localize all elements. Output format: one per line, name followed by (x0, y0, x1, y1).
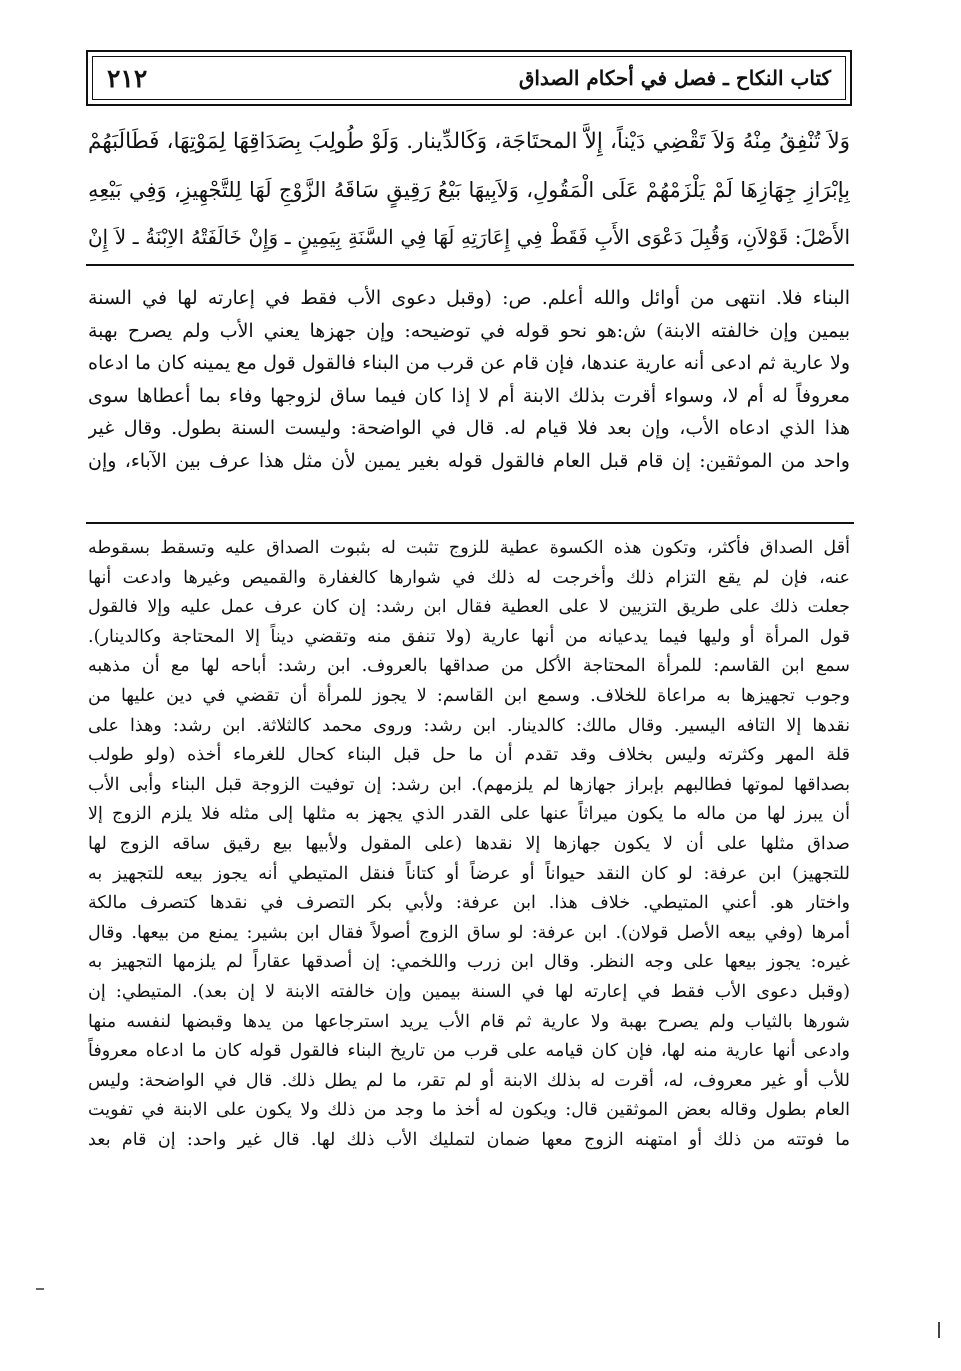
hashiya-line: للتجهيز) ابن عرفة: لو كان النقد حيواناً أو عرضاً أو كتاناً فنقل المتيطي أنه يجوز بيعه للتجهيز به (88, 863, 850, 884)
scan-mark (938, 1322, 940, 1338)
hashiya-line: بصداقها لموتها فطالبهم بإبراز جهازها لم يلزمهم). ابن رشد: إن توفيت الزوجة قبل البناء وأبى الأب (88, 774, 850, 795)
hashiya-line: ما فوتته من ذلك أو امتهنه الزوج معها ضمان لتمليك الأب ذلك لها. قال غير واحد: إن قام بعد (88, 1129, 850, 1150)
hashiya-line: وادعى أنها عارية منه لها، فإن كان قيامه على قرب من تاريخ البناء فالقول قوله كان ما ادعاه معروفاً (88, 1041, 850, 1062)
scan-mark (36, 1288, 44, 1290)
hashiya-text (88, 534, 850, 1155)
matn-line: وَلاَ تُنْفِقُ مِنْهُ وَلاَ تَقْضِي دَيْناً، إِلاَّ المحتَاجَة، وَكَالدِّينار. وَلَوْ طُولِبَ بِصَدَاقِهَا لِمَوْتِهَا، فَطَالَبَهُمْ (88, 129, 850, 154)
hashiya-line: جعلت ذلك على طريق التزيين لا على العطية فقال ابن رشد: إن كان عرف عمل عليه وإلا فالقول (88, 597, 850, 618)
hashiya-line: أمرها (وفي بيعه الأصل قولان). ابن عرفة: لو ساق الزوج أصولاً فقال ابن بشير: يمنع من بيعها. وقال (88, 922, 850, 943)
sharh-line: ولا عارية ثم ادعى أنه عارية عندها، فإن قام عن قرب من البناء فالقول قول مع يمينه كان ما ادعاه (88, 352, 850, 374)
hashiya-line: صداق مثلها على أن لا يكون جهازها إلا نقدها (على المقول ولأبيها بيع رقيق ساقه الزوج لها (88, 833, 850, 854)
hashiya-line: قلة المهر وكثرته وليس بخلاف وقد تقدم أن ما حل قبل البناء كحال للغرماء أخذه (ولو طولب (88, 745, 850, 766)
running-title: كتاب النكاح ـ فصل في أحكام الصداق (518, 66, 831, 90)
hashiya-line: واختار هو. أعني المتيطي. خلاف هذا. ابن عرفة: ولأبي بكر التصرف في نقدها كتصرف مالكة (88, 893, 850, 914)
hashiya-line: عنه، فإن لم يقع التزام ذلك وأخرجت له ذلك في شوارها كالغفارة والقميص وغيرها وادعت أنها (88, 567, 850, 588)
hashiya-line: سمع ابن القاسم: للمرأة المحتاجة الأكل من صداقها بالعروف. ابن رشد: أباحه لها مع أن مذهبه (88, 656, 850, 677)
page-number: ٢١٢ (107, 63, 148, 93)
matn-line: الأَصْلَ: قَوْلاَنِ، وَقُبِلَ دَعْوَى الأَبِ فَقَطْ فِي إِعَارَتِهِ لَهَا فِي السَّنَةِ بِيَمِينٍ ـ وَإِنْ خَالَفَتْهُ الاِبْنَةُ ـ لاَ إِنْ (88, 226, 850, 249)
sharh-line: معروفاً له أم لا، وسواء أقرت بذلك الابنة أم لا إذا كان فيما ساق لزوجها وفاء بما أعطاها سوى (88, 384, 850, 407)
hashiya-line: أقل الصداق فأكثر، وتكون هذه الكسوة عطية للزوج تثبت له بثبوت الصداق عليه وتسقط بسقوطه (88, 538, 850, 558)
hashiya-line: نقدها إلا التافه اليسير. وقال مالك: كالدينار. ابن رشد: وروى محمد كالثلاثة. ابن رشد: وهذا على (88, 715, 850, 736)
page-header (86, 50, 852, 106)
hashiya-line: غيره: يجوز بيعها على وجه النظر. وقال ابن زرب واللخمي: إن أصدقها عقاراً لم يلزمها التجهيز به (88, 952, 850, 973)
sharh-line: واحد من الموثقين: إن قام قبل العام فالقول قوله بغير يمين لأن مثل هذا عرف بين الآباء، وإن (88, 449, 850, 472)
sharh-text (88, 282, 850, 477)
hashiya-line: أن يبرز لها من ماله ما يكون ميراثاً عنها على القدر الذي يجهز به مثلها إلى مثله فلا يلزم الزوج إلا (88, 804, 850, 825)
header-frame (92, 56, 846, 100)
hashiya-line: (وقبل دعوى الأب فقط في إعارته لها في السنة بيمين وإن خالفته الابنة لا إن بعد). المتيطي: إن (88, 981, 850, 1002)
divider-matn (86, 264, 854, 266)
matn-text (88, 118, 850, 262)
sharh-line: البناء فلا. انتهى من أوائل والله أعلم. ص: (وقبل دعوى الأب فقط في إعارته لها في السنة (88, 287, 850, 309)
hashiya-line: وجوب تجهيزها به مراعاة للخلاف. وسمع ابن القاسم: لا يجوز للمرأة أن تقضي في دين عليها من (88, 685, 850, 706)
hashiya-line: العام بطول وقاله بعض الموثقين قال: ويكون له أخذ ما وجد من ذلك ولا يكون على الابنة في تفويت (88, 1100, 850, 1121)
hashiya-line: للأب أو غير معروف، له، أقرت له بذلك الابنة أو لم تقر، ما لم يطل ذلك. قال في الواضحة: وليس (88, 1070, 850, 1091)
sharh-line: هذا الذي ادعاه الأب، وإن بعد فلا قيام له. قال في الواضحة: وليست السنة بطول. وقال غير (88, 417, 850, 439)
divider-sharh (86, 522, 854, 524)
hashiya-line: شورها بالثياب ولم يصرح بهبة ولا عارية ثم قام الأب يريد استرجاعها من يدها وقبضها لنفسه منها (88, 1011, 850, 1032)
sharh-line: بيمين وإن خالفته الابنة) ش:هو نحو قوله في توضيحه: وإن جهزها يعني الأب ولم يصرح بهبة (88, 319, 850, 342)
matn-line: بِإبْرَازِ جِهَازِهَا لَمْ يَلْزَمْهُمْ عَلَى الْمَقُولِ، وَلاَبِيهَا بَيْعُ رَقِيقٍ سَاقَهُ الزَّوْجِ لَهَا لِلتَّجْهِيزِ، وَفِي بَيْعِهِ (88, 178, 850, 202)
hashiya-line: قول المرأة أو وليها فيما يدعيانه من أنها عارية (ولا تنفق منه وتقضي ديناً إلا المحتاجة وكالدينار). (88, 626, 850, 647)
